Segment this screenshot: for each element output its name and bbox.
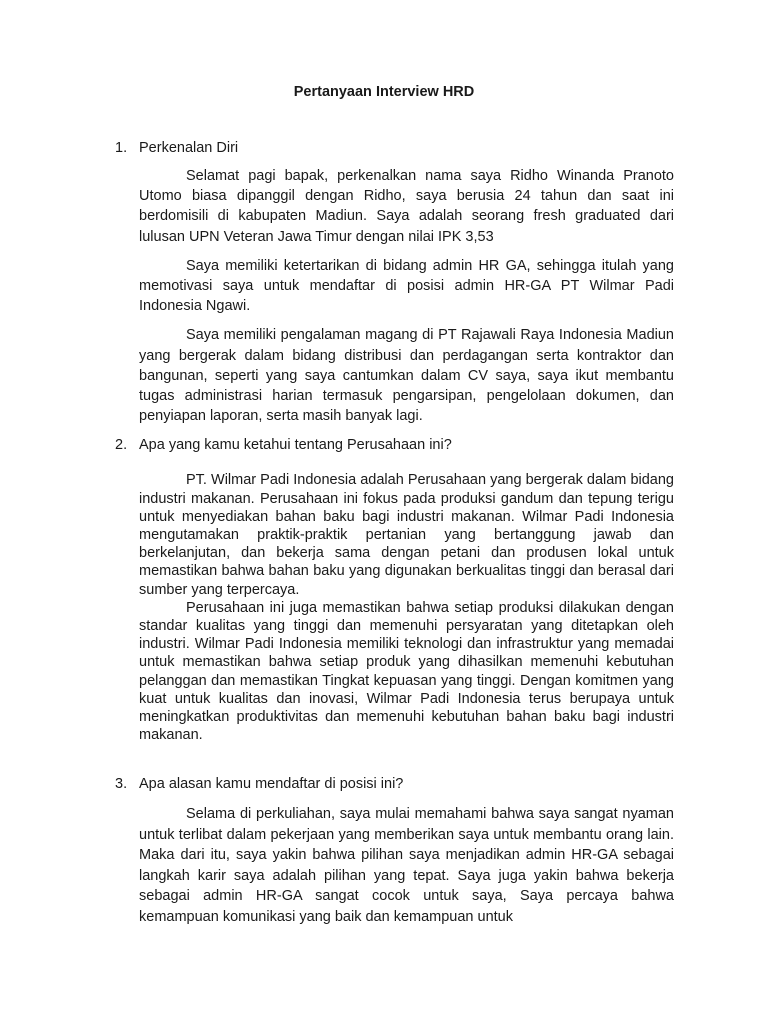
section-heading — [115, 138, 674, 158]
section-heading — [115, 774, 674, 794]
section-perkenalan-diri — [115, 138, 674, 426]
paragraph: Selamat pagi bapak, perkenalkan nama saya Ridho Winanda Pranoto Utomo biasa dipanggil dengan Ridho, saya berusia 24 tahun dan saat ini berdomisili di kabupaten Madiun. Saya adalah seorang fresh graduated dari lulusan UPN Veteran Jawa Timur dengan nilai IPK 3,53 — [139, 168, 674, 245]
section-number: 3. — [115, 776, 128, 793]
section-heading-text: Apa alasan kamu mendaftar di posisi ini? — [139, 776, 404, 793]
section-heading-text: Apa yang kamu ketahui tentang Perusahaan ini? — [139, 437, 452, 454]
paragraph: Selama di perkuliahan, saya mulai memahami bahwa saya sangat nyaman untuk terlibat dalam pekerjaan yang memberikan saya untuk membantu orang lain. Maka dari itu, saya yakin bahwa pilihan saya menjadikan admin HR-GA sebagai langkah karir saya adalah pilihan yang tepat. Saya juga yakin bahwa bekerja sebagai admin HR-GA sangat cocok untuk saya, Saya percaya bahwa kemampuan komunikasi yang baik dan kemampuan untuk — [139, 806, 674, 925]
paragraph: Saya memiliki pengalaman magang di PT Rajawali Raya Indonesia Madiun yang bergerak dalam bidang distribusi dan perdagangan serta kontraktor dan bangunan, seperti yang saya cantumkan dalam CV saya, saya ikut membantu tugas administrasi harian termasuk pengarsipan, pengelolaan dokumen, dan penyiapan laporan, serta masih banyak lagi. — [139, 327, 674, 425]
section-number: 1. — [115, 140, 128, 156]
section-heading-text: Perkenalan Diri — [139, 140, 239, 156]
paragraph: Saya memiliki ketertarikan di bidang admin HR GA, sehingga itulah yang memotivasi saya untuk mendaftar di posisi admin HR-GA PT Wilmar Padi Indonesia Ngawi. — [139, 257, 674, 315]
section-number: 2. — [115, 437, 128, 454]
document-title: Pertanyaan Interview HRD — [293, 84, 475, 100]
section-heading — [115, 435, 674, 455]
paragraph: PT. Wilmar Padi Indonesia adalah Perusahaan yang bergerak dalam bidang industri makanan. Perusahaan ini fokus pada produksi gandum dan tepung terigu untuk menyediakan bahan baku bagi industri makanan. Wilmar Padi Indonesia mengutamakan praktik-praktik pertanian yang bertanggung jawab dan berkelanjutan, dan bekerja sama dengan petani dan produsen lokal untuk memastikan bahwa bahan baku yang digunakan berkualitas tinggi dan berasal dari sumber yang terpercaya. — [139, 472, 674, 598]
section-alasan-mendaftar — [115, 774, 674, 926]
paragraph: Perusahaan ini juga memastikan bahwa setiap produksi dilakukan dengan standar kualitas yang tinggi dan memenuhi persyaratan yang ditetapkan oleh industri. Wilmar Padi Indonesia memiliki teknologi dan infrastruktur yang memadai untuk memastikan bahwa setiap produk yang dihasilkan memenuhi kebutuhan pelanggan dan memastikan Tingkat kepuasan yang tinggi. Dengan komitmen yang kuat untuk kualitas dan inovasi, Wilmar Padi Indonesia terus berupaya untuk meningkatkan produktivitas dan memenuhi kebutuhan bahan baku bagi industri makanan. — [139, 599, 674, 744]
section-tentang-perusahaan — [115, 435, 674, 744]
